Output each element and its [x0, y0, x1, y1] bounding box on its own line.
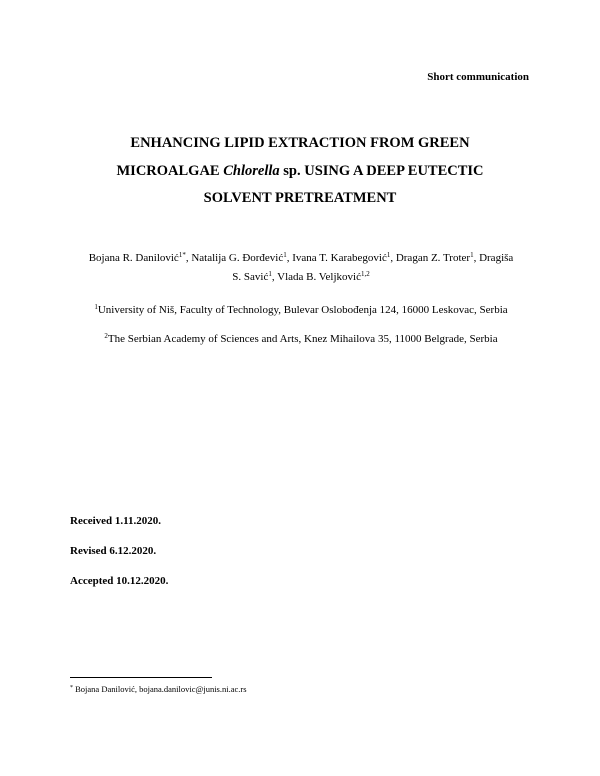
accepted-date: Accepted 10.12.2020. [70, 575, 169, 587]
footnote-mark: * [70, 685, 73, 691]
author-affiliation-mark: 1 [268, 270, 272, 278]
author-affiliation-mark: 1 [470, 251, 474, 259]
author-name-part: Dragiša [479, 252, 514, 264]
title-line-3: SOLVENT PRETREATMENT [203, 190, 397, 206]
author-separator: , [390, 252, 396, 264]
title-line-2 [70, 158, 530, 186]
author-separator: , [185, 252, 192, 264]
author-line-2 [70, 268, 532, 287]
affiliation-1 [70, 304, 532, 317]
title-line-2-end: sp. USING A DEEP EUTECTIC [279, 162, 484, 179]
author-name: Dragan Z. Troter [395, 252, 471, 264]
author-affiliation-mark: 1 [386, 251, 391, 259]
received-date: Received 1.11.2020. [70, 515, 162, 527]
footnote-divider [70, 677, 212, 678]
title-line-1: ENHANCING LIPID EXTRACTION FROM GREEN [130, 135, 470, 151]
author-line-1 [70, 249, 532, 268]
author-separator: , [286, 252, 293, 264]
affiliation-mark: 1 [94, 303, 98, 311]
affiliation-mark: 2 [104, 332, 108, 340]
paper-title [70, 130, 530, 213]
revised-date: Revised 6.12.2020. [70, 545, 157, 557]
author-name: Bojana R. Danilović [88, 252, 179, 264]
title-species-name: Chlorella [223, 162, 280, 179]
author-name-part: S. Savić [232, 271, 269, 283]
author-name: Natalija G. Đorđević [191, 252, 284, 264]
author-separator: , [473, 252, 480, 264]
title-line-2-start: MICROALGAE [116, 162, 224, 179]
affiliation-text: University of Niš, Faculty of Technology, Bulevar Oslobođenja 124, 16000 Leskovac, Serbia [97, 304, 508, 316]
corresponding-author-footnote [70, 684, 247, 695]
author-list [70, 249, 532, 287]
author-name: Ivana T. Karabegović [292, 252, 387, 264]
article-type-label: Short communication [427, 71, 529, 83]
author-affiliation-mark: 1* [178, 251, 186, 259]
author-affiliation-mark: 1 [283, 251, 287, 259]
author-separator: , [271, 271, 278, 283]
affiliation-2 [70, 333, 532, 346]
author-name: Vlada B. Veljković [277, 271, 361, 283]
affiliation-text: The Serbian Academy of Sciences and Arts, Knez Mihailova 35, 11000 Belgrade, Serbia [107, 333, 498, 345]
author-affiliation-mark: 1,2 [360, 270, 370, 278]
footnote-text: Bojana Danilović, bojana.danilovic@junis.ni.ac.rs [73, 684, 247, 694]
